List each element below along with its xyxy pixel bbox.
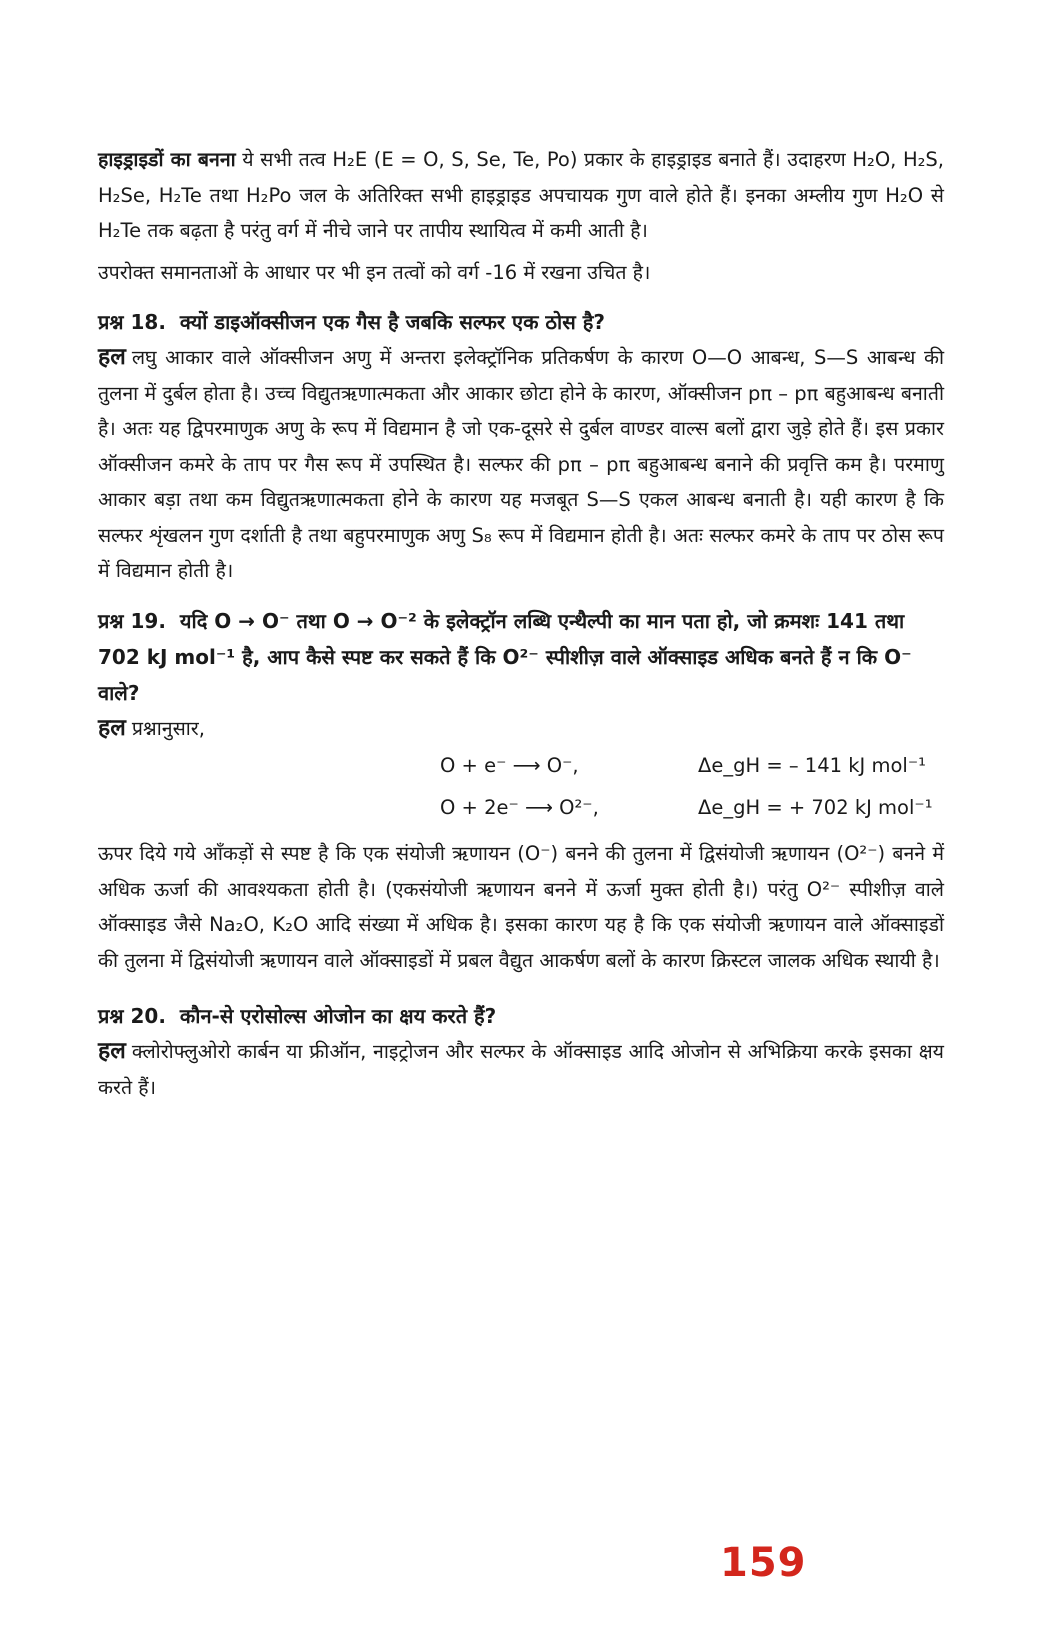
- hydride-paragraph: [98, 142, 944, 249]
- question-18: [98, 304, 944, 340]
- hydride-text: ये सभी तत्व H₂E (E = O, S, Se, Te, Po) प्रकार के हाइड्राइड बनाते हैं। उदाहरण H₂O, H₂S, H₂Se, H₂Te तथा H₂Po जल के अतिरिक्त सभी हाइड्राइड अपचायक गुण वाले होते हैं। इनका अम्लीय गुण H₂O से H₂Te तक बढ़ता है परंतु वर्ग में नीचे जाने पर तापीय स्थायित्व में कमी आती है।: [98, 148, 944, 242]
- solution-19-intro: [98, 711, 944, 747]
- equation-2-reaction: O + 2e⁻ ⟶ O²⁻,: [440, 796, 599, 819]
- question-20-text: कौन-से एरोसोल्स ओजोन का क्षय करते हैं?: [179, 1004, 497, 1028]
- question-19: [98, 603, 944, 711]
- equation-1-reaction: O + e⁻ ⟶ O⁻,: [440, 754, 579, 777]
- question-20-label: प्रश्न 20.: [98, 1004, 166, 1028]
- answer-20: [98, 1034, 944, 1105]
- hydride-heading: हाइड्राइडों का बनना: [98, 148, 236, 171]
- page-number: 159: [720, 1540, 807, 1586]
- question-19-label: प्रश्न 19.: [98, 608, 166, 633]
- question-19-text: यदि O → O⁻ तथा O → O⁻² के इलेक्ट्रॉन लब्धि एन्थैल्पी का मान पता हो, जो क्रमशः 141 तथा 702 kJ mol⁻¹ है, आप कैसे स्पष्ट कर सकते हैं कि O²⁻ स्पीशीज़ वाले ऑक्साइड अधिक बनते हैं न कि O⁻ वाले?: [98, 608, 912, 705]
- solution-19-intro-text: प्रश्नानुसार,: [131, 716, 205, 740]
- solution-19-label: हल: [98, 714, 126, 741]
- equation-1: [98, 746, 944, 788]
- equation-1-enthalpy: Δe_gH = – 141 kJ mol⁻¹: [698, 754, 926, 777]
- equation-2: [98, 788, 944, 830]
- conclusion-paragraph: उपरोक्त समानताओं के आधार पर भी इन तत्वों को वर्ग -16 में रखना उचित है।: [98, 260, 651, 284]
- question-20: [98, 998, 944, 1034]
- page-content: [98, 142, 944, 1105]
- question-18-label: प्रश्न 18.: [98, 310, 166, 334]
- answer-19: ऊपर दिये गये आँकड़ों से स्पष्ट है कि एक संयोजी ऋणायन (O⁻) बनने की तुलना में द्विसंयोजी ऋणायन (O²⁻) बनने में अधिक ऊर्जा की आवश्यकता होती है। (एकसंयोजी ऋणायन बनने में ऊर्जा मुक्त होती है।) परंतु O²⁻ स्पीशीज़ वाले ऑक्साइड जैसे Na₂O, K₂O आदि संख्या में अधिक है। इसका कारण यह है कि एक संयोजी ऋणायन वाले ऑक्साइडों की तुलना में द्विसंयोजी ऋणायन वाले ऑक्साइडों में प्रबल वैद्युत आकर्षण बलों के कारण क्रिस्टल जालक अधिक स्थायी है।: [98, 842, 944, 972]
- question-18-text: क्यों डाइऑक्सीजन एक गैस है जबकि सल्फर एक ठोस है?: [179, 310, 605, 334]
- solution-18-label: हल: [98, 344, 126, 370]
- solution-20-label: हल: [98, 1038, 126, 1064]
- answer-18: [98, 340, 944, 589]
- answer-20-text: क्लोरोफ्लुओरो कार्बन या फ्रीऑन, नाइट्रोजन और सल्फर के ऑक्साइड आदि ओजोन से अभिक्रिया करके इसका क्षय करते हैं।: [98, 1040, 944, 1099]
- answer-18-text: लघु आकार वाले ऑक्सीजन अणु में अन्तरा इलेक्ट्रॉनिक प्रतिकर्षण के कारण O—O आबन्ध, S—S आबन्ध की तुलना में दुर्बल होता है। उच्च विद्युतऋणात्मकता और आकार छोटा होने के कारण, ऑक्सीजन pπ – pπ बहुआबन्ध बनाती है। अतः यह द्विपरमाणुक अणु के रूप में विद्यमान है जो एक-दूसरे से दुर्बल वाण्डर वाल्स बलों द्वारा जुड़े होते हैं। इस प्रकार ऑक्सीजन कमरे के ताप पर गैस रूप में उपस्थित है। सल्फर की pπ – pπ बहुआबन्ध बनाने की प्रवृत्ति कम है। परमाणु आकार बड़ा तथा कम विद्युतऋणात्मकता होने के कारण यह मजबूत S—S एकल आबन्ध बनाती है। यही कारण है कि सल्फर शृंखलन गुण दर्शाती है तथा बहुपरमाणुक अणु S₈ रूप में विद्यमान होती है। अतः सल्फर कमरे के ताप पर ठोस रूप में विद्यमान होती है।: [98, 346, 944, 582]
- equation-2-enthalpy: Δe_gH = + 702 kJ mol⁻¹: [698, 796, 933, 819]
